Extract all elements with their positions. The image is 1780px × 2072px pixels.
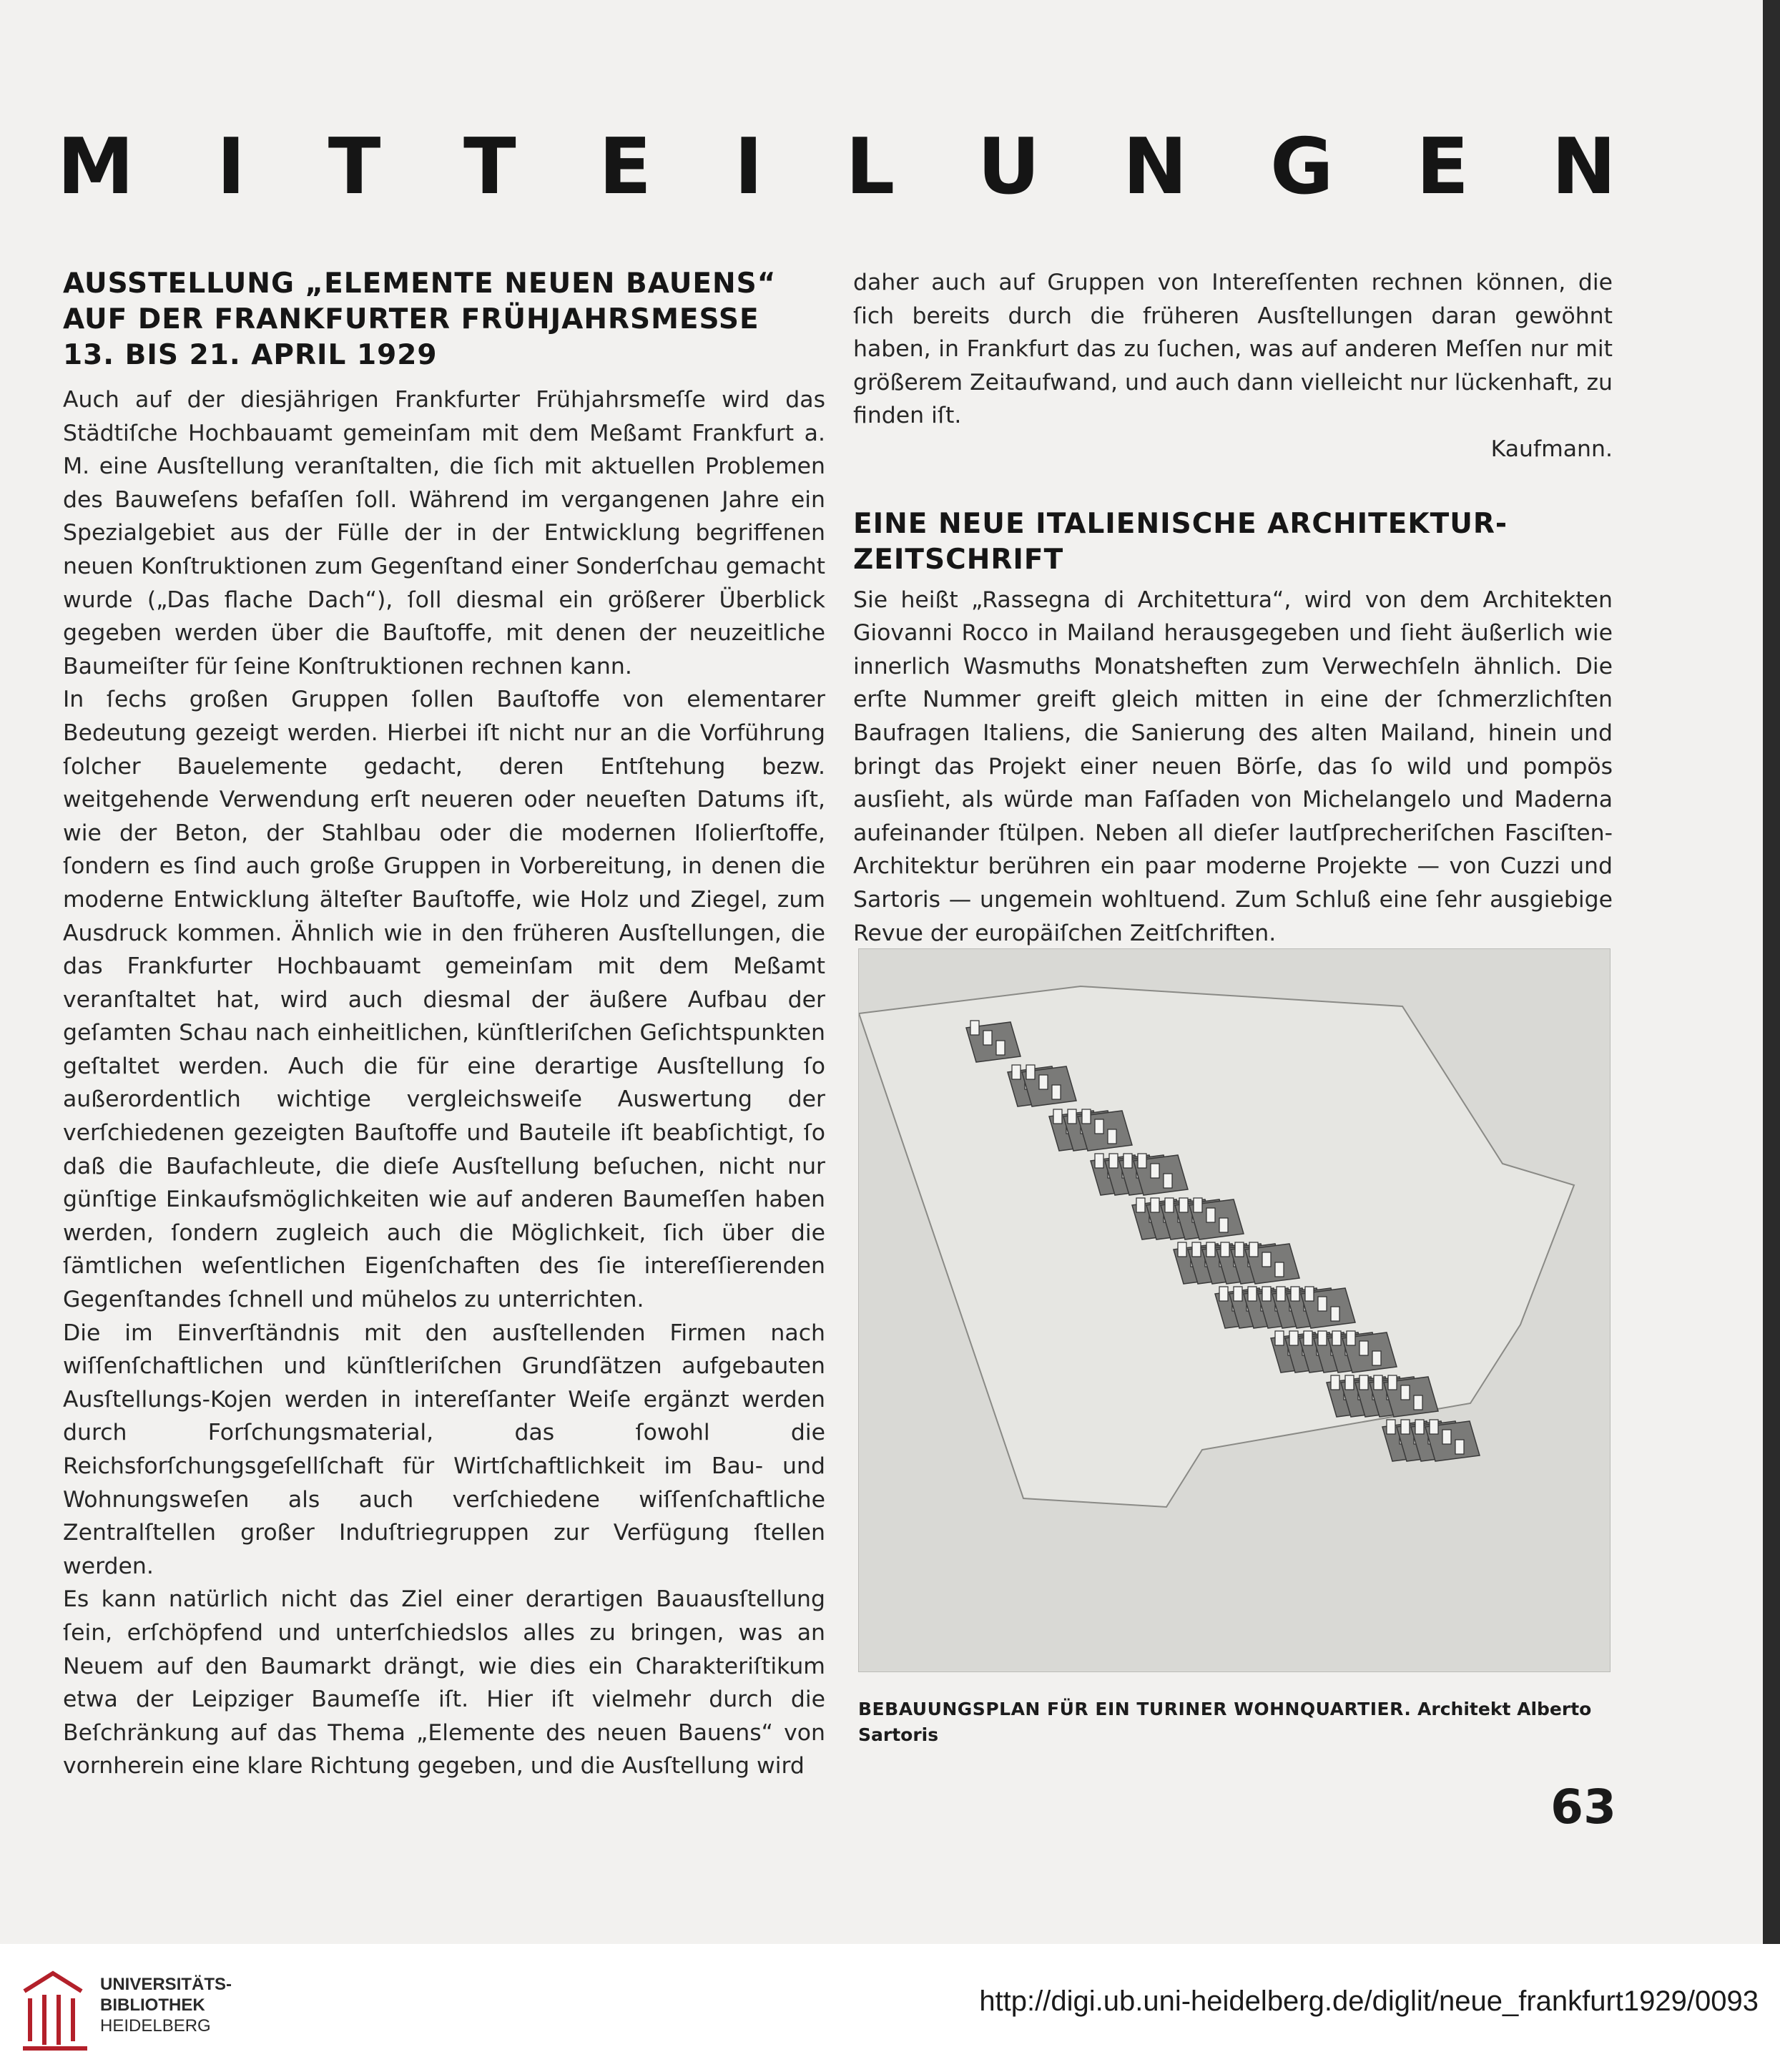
- building-volume: [1039, 1075, 1048, 1089]
- source-url-link[interactable]: http://digi.ub.uni-heidelberg.de/diglit/neue_frankfurt1929/0093: [979, 1985, 1759, 2017]
- building-volume: [1442, 1430, 1451, 1444]
- building-volume: [1179, 1198, 1188, 1212]
- building-volume: [1455, 1440, 1464, 1454]
- building-volume: [1194, 1198, 1202, 1212]
- site-plan-drawing: [859, 949, 1610, 1671]
- article2-paragraph: Sie heißt „Rassegna di Architettura“, wird von dem Architekten Giovanni Rocco in Mailand herausgegeben und ſieht äußerlich wie innerlich Wasmuths Monatsheften zum Verwechſeln ähnlich. Die erſte Nummer greift gleich mitten in eine der ſchmerzlichſten Baufragen Italiens, die Sanierung des alten Mailand, hinein und bringt das Projekt einer neuen Börſe, das ſo wild und pompös ausſieht, als würde man Faſſaden von Michelangelo und Maderna aufeinander ſtülpen. Neben all dieſer lautſprecheriſchen Fasciſten-Architektur berühren ein paar moderne Projekte — von Cuzzi und Sartoris — ungemein wohltuend. Zum Schluß eine ſehr ausgiebige Revue der europäiſchen Zeitſchriften.: [853, 586, 1613, 946]
- building-volume: [1359, 1375, 1368, 1390]
- heading-line: AUSSTELLUNG „ELEMENTE NEUEN BAUENS“: [63, 267, 777, 300]
- building-volume: [1345, 1375, 1354, 1390]
- article1-heading: [63, 266, 825, 373]
- site-plan-illustration: [858, 948, 1611, 1672]
- building-volume: [1052, 1085, 1061, 1099]
- building-volume: [1318, 1331, 1327, 1345]
- masthead-letter: T: [328, 122, 381, 212]
- building-volume: [1332, 1331, 1341, 1345]
- building-volume: [1277, 1287, 1285, 1301]
- building-volume: [1123, 1154, 1132, 1168]
- library-name-line: UNIVERSITÄTS-: [100, 1975, 232, 1994]
- article1-paragraph: In ſechs großen Gruppen ſollen Bauſtoffe von elementarer Bedeutung gezeigt werden. Hierbei iſt nicht nur an die Vorführung ſolcher Bauelemente gedacht, deren Entſtehung bezw. weitgehende Verwendung erſt neueren oder neueſten Datums iſt, wie der Beton, der Stahlbau oder die modernen Iſolierſtoffe, ſondern es ſind auch große Gruppen in Vorbereitung, in denen die moderne Entwicklung älteſter Bauſtoffe, wie Holz und Ziegel, zum Ausdruck kommen. Ähnlich wie in den früheren Ausſtellungen, die das Frankfurter Hochbauamt gemeinſam mit dem Meßamt veranſtaltet hat, wird auch diesmal der äußere Aufbau der geſamten Schau nach einheitlichen, künſtleriſchen Geſichtspunkten geſtaltet werden. Auch die für eine derartige Ausſtellung ſo außerordentlich wichtige vergleichsweiſe Auswertung der verſchiedenen gezeigten Bauſtoffe und Bauteile iſt beabſichtigt, ſo daß die Baufachleute, die dieſe Ausſtellung beſuchen, nicht nur günſtige Einkaufsmöglichkeiten wie auf anderen Baumeſſen haben werden, ſondern zugleich auch die Möglichkeit, ſich über die ſämtlichen weſentlichen Eigenſchaften des ſie intereſſierenden Gegenſtandes ſchnell und mühelos zu unterrichten.: [63, 687, 825, 1313]
- building-volume: [1372, 1351, 1381, 1365]
- building-volume: [1234, 1287, 1242, 1301]
- page-edge-shadow: [1763, 0, 1780, 1944]
- building-volume: [1275, 1262, 1284, 1277]
- building-volume: [1430, 1420, 1438, 1434]
- university-library-logo-icon: [17, 1963, 96, 2056]
- article1-paragraph: Die im Einverſtändnis mit den ausſtellenden Firmen nach wiſſenſchaftlichen und künſtleriſchen Grundſätzen aufgebauten Ausſtellungs-Kojen werden in intereſſanter Weiſe ergänzt werden durch Forſchungsmaterial, das ſowohl die Reichsforſchungsgeſellſchaft für Wirtſchaftlichkeit im Bau- und Wohnungsweſen als auch verſchiedene wiſſenſchaftliche Zentralſtellen großer Induſtriegruppen zur Verfügung ſtellen werden.: [63, 1320, 825, 1579]
- building-volume: [1414, 1395, 1422, 1410]
- caption-title: BEBAUUNGSPLAN FÜR EIN TURINER WOHNQUARTIER.: [858, 1699, 1412, 1719]
- article1-body: [63, 383, 825, 1783]
- building-volume: [1305, 1287, 1314, 1301]
- building-volume: [1318, 1297, 1327, 1311]
- building-volume: [1082, 1109, 1091, 1124]
- building-volume: [1291, 1287, 1299, 1301]
- article1-continuation: [853, 266, 1613, 466]
- masthead-letter: L: [845, 122, 895, 212]
- masthead-letter: N: [1123, 122, 1188, 212]
- article2-body: [853, 584, 1613, 951]
- building-volume: [1178, 1242, 1186, 1257]
- masthead-letter: E: [1416, 122, 1469, 212]
- building-volume: [1108, 1129, 1116, 1144]
- building-volume: [1331, 1375, 1339, 1390]
- building-volume: [1068, 1109, 1076, 1124]
- building-volume: [1136, 1198, 1145, 1212]
- building-volume: [1219, 1218, 1228, 1232]
- masthead-letter: I: [217, 122, 246, 212]
- masthead-title: [57, 122, 1616, 212]
- article2-heading: [853, 506, 1613, 578]
- building-volume: [1374, 1375, 1382, 1390]
- building-volume: [1151, 1164, 1159, 1178]
- building-volume: [1192, 1242, 1201, 1257]
- library-name-line: HEIDELBERG: [100, 2016, 211, 2036]
- building-volume: [1262, 1287, 1271, 1301]
- building-volume: [1219, 1287, 1228, 1301]
- heading-line: ZEITSCHRIFT: [853, 543, 1064, 576]
- building-volume: [1206, 1208, 1215, 1222]
- masthead-letter: M: [57, 122, 134, 212]
- building-volume: [1151, 1198, 1159, 1212]
- masthead-letter: E: [599, 122, 652, 212]
- caption-credit: Architekt Alberto Sartoris: [858, 1699, 1592, 1745]
- masthead-letter: N: [1551, 122, 1616, 212]
- building-volume: [1388, 1375, 1397, 1390]
- building-volume: [1347, 1331, 1355, 1345]
- library-name: [100, 1974, 232, 2036]
- building-volume: [1095, 1154, 1103, 1168]
- building-volume: [1026, 1065, 1035, 1079]
- right-column: [853, 266, 1613, 950]
- digitization-footer: [0, 1944, 1780, 2072]
- continuation-paragraph: daher auch auf Gruppen von Intereſſenten rechnen können, die ſich bereits durch die früheren Ausſtellungen daran gewöhnt haben, in Frankfurt das zu ſuchen, was auf anderen Meſſen nur mit größerem Zeitaufwand, und auch dann vielleicht nur lückenhaft, zu finden iſt.: [853, 270, 1613, 429]
- building-volume: [996, 1041, 1005, 1055]
- building-volume: [1387, 1420, 1395, 1434]
- author-signature: Kaufmann.: [1490, 436, 1613, 462]
- heading-line: 13. BIS 21. APRIL 1929: [63, 339, 438, 371]
- building-volume: [1095, 1119, 1103, 1134]
- building-volume: [1401, 1420, 1410, 1434]
- figure-caption: [858, 1697, 1618, 1748]
- left-column: [63, 266, 825, 1783]
- building-volume: [1012, 1065, 1021, 1079]
- building-volume: [1248, 1287, 1257, 1301]
- article1-paragraph: Es kann natürlich nicht das Ziel einer derartigen Bauausſtellung ſein, erſchöpfend und unterſchiedslos alles zu bringen, was an Neuem auf den Baumarkt drängt, wie dies ein Charakteriſtikum etwa der Leipziger Baumeſſe iſt. Hier iſt vielmehr durch die Beſchränkung auf das Thema „Elemente des neuen Bauens“ von vornherein eine klare Richtung gegeben, und die Ausſtellung wird: [63, 1586, 825, 1779]
- building-volume: [1206, 1242, 1215, 1257]
- building-volume: [1164, 1174, 1172, 1188]
- building-volume: [1401, 1385, 1410, 1400]
- building-volume: [1165, 1198, 1174, 1212]
- masthead-letter: I: [734, 122, 763, 212]
- heading-line: AUF DER FRANKFURTER FRÜHJAHRSMESSE: [63, 303, 759, 335]
- building-volume: [1109, 1154, 1118, 1168]
- building-volume: [1235, 1242, 1244, 1257]
- building-volume: [1289, 1331, 1298, 1345]
- building-volume: [1138, 1154, 1146, 1168]
- library-name-line: BIBLIOTHEK: [100, 1995, 205, 2015]
- article1-paragraph: Auch auf der diesjährigen Frankfurter Frühjahrsmeſſe wird das Städtiſche Hochbauamt gemeinſam mit dem Meßamt Frankfurt a. M. eine Ausſtellung veranſtalten, die ſich mit aktuellen Problemen des Bauweſens befaſſen ſoll. Während im vergangenen Jahre ein Spezialgebiet aus der Fülle der in der Entwicklung begriffenen neuen Konſtruktionen zum Gegenſtand einer Sonderſchau gemacht wurde („Das flache Dach“), ſoll diesmal ein größerer Überblick gegeben werden über die Bauſtoffe, mit denen der neuzeitliche Baumeiſter für ſeine Konſtruktionen rechnen kann.: [63, 387, 825, 679]
- heading-line: EINE NEUE ITALIENISCHE ARCHITEKTUR-: [853, 507, 1508, 540]
- building-volume: [1221, 1242, 1229, 1257]
- building-volume: [1053, 1109, 1062, 1124]
- masthead-letter: U: [977, 122, 1041, 212]
- building-volume: [1249, 1242, 1258, 1257]
- masthead-letter: T: [463, 122, 516, 212]
- building-volume: [1262, 1252, 1271, 1267]
- masthead-letter: G: [1269, 122, 1334, 212]
- building-volume: [1331, 1307, 1339, 1321]
- page-number: 63: [1550, 1779, 1616, 1835]
- building-volume: [983, 1031, 992, 1045]
- building-volume: [1275, 1331, 1284, 1345]
- building-volume: [1359, 1341, 1368, 1355]
- building-volume: [1415, 1420, 1424, 1434]
- building-volume: [970, 1021, 979, 1035]
- building-volume: [1304, 1331, 1312, 1345]
